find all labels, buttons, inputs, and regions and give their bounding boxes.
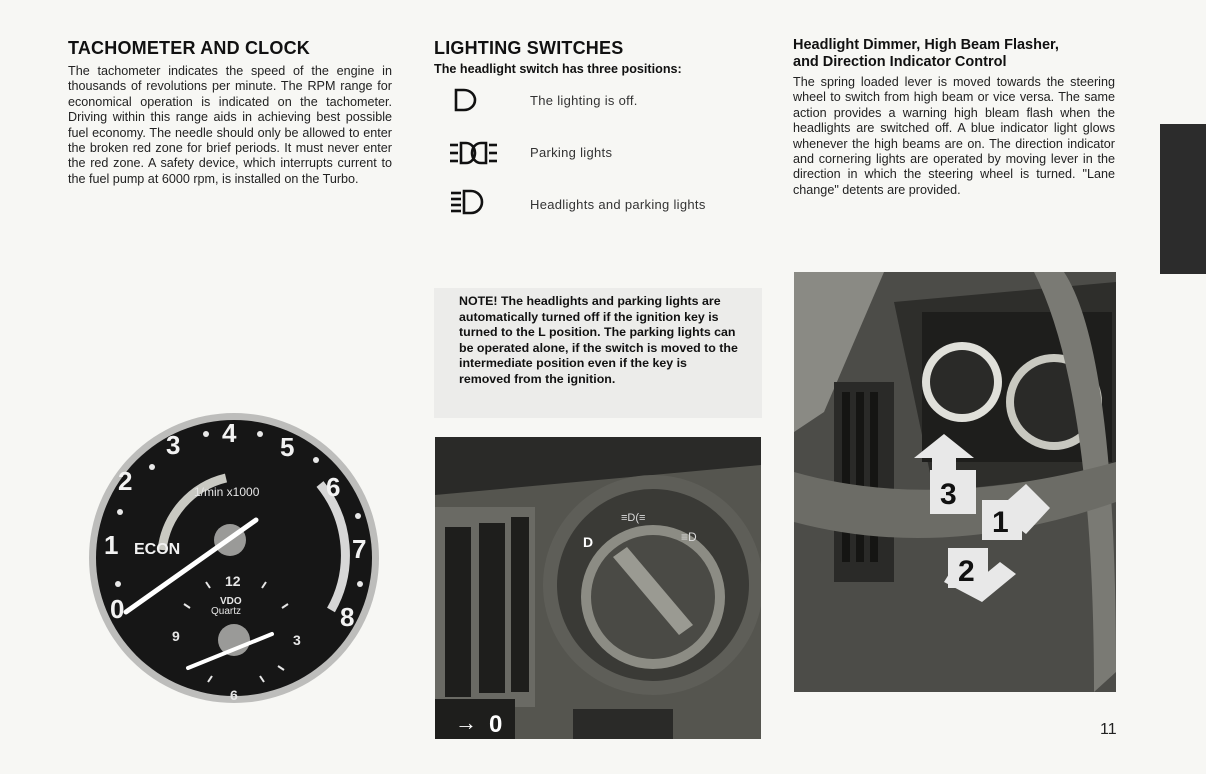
econ-label: ECON <box>134 541 181 558</box>
brand-quartz: Quartz <box>211 606 242 617</box>
rpm-label-1: 1 <box>104 530 119 560</box>
note-text: NOTE! The headlights and parking lights are automatically turned off if the ignition key is turned to the L position. The parking lights can be operated alone, if the switch is moved to the intermediate position even if the key is removed from the ignition. <box>459 294 738 386</box>
tachometer-heading: TACHOMETER AND CLOCK <box>68 38 310 58</box>
clock-label-6: 6 <box>230 687 238 703</box>
svg-text:≡D(≡: ≡D(≡ <box>621 512 646 524</box>
position-parking-label: Parking lights <box>530 145 613 160</box>
rpm-label-5: 5 <box>280 432 295 462</box>
arrow-label-2: 2 <box>958 555 975 588</box>
rpm-label-4: 4 <box>222 418 237 448</box>
clock-label-12: 12 <box>225 573 241 589</box>
note-box <box>434 288 762 418</box>
rpm-label-7: 7 <box>352 534 367 564</box>
unit-label: 1/min x1000 <box>194 485 260 499</box>
svg-text:≡D: ≡D <box>681 530 697 544</box>
position-off-label: The lighting is off. <box>530 93 638 108</box>
svg-text:→: → <box>455 710 477 735</box>
position-headlights-label: Headlights and parking lights <box>530 197 706 212</box>
steering-column-photo <box>794 272 1116 692</box>
dimmer-heading-line1: Headlight Dimmer, High Beam Flasher, <box>793 37 1059 53</box>
headlight-switch-photo <box>435 437 761 739</box>
photo-zero-label: 0 <box>489 711 503 738</box>
page-number: 11 <box>1100 721 1117 738</box>
arrow-label-3: 3 <box>940 478 957 511</box>
rpm-label-2: 2 <box>118 466 133 496</box>
arrow-label-1: 1 <box>992 506 1009 539</box>
tachometer-gauge <box>88 412 380 704</box>
steering-column-illustration <box>794 272 1116 692</box>
headlights-icon <box>449 188 489 218</box>
dimmer-heading-line2: and Direction Indicator Control <box>793 54 1007 70</box>
brand-vdo: VDO <box>220 596 242 607</box>
rpm-label-6: 6 <box>326 472 341 502</box>
rpm-label-3: 3 <box>166 430 181 460</box>
dimmer-body: The spring loaded lever is moved towards the steering wheel to switch from high beam or vice versa. The same action provides a warning high bleam flash when the headlights are switched off. A blue indicator light glows whenever the high beams are on. The direction indicator and cornering lights are operated by moving lever in the direction in which the steering wheel is turned. "Lane change" detents are provided. <box>793 75 1115 197</box>
lighting-subheading: The headlight switch has three positions: <box>434 62 682 76</box>
rpm-label-0: 0 <box>110 594 125 624</box>
tachometer-body: The tachometer indicates the speed of the engine in thousands of revolutions per minute. The RPM range for economical operation is indicated on the tachometer. Driving within this range aids in achieving best possible fuel economy. The needle should only be allowed to enter the broken red zone for brief periods. It must never enter the red zone. A safety device, which interrupts current to the fuel pump at 6000 rpm, is installed on the Turbo. <box>68 64 392 186</box>
lights-off-icon <box>452 87 480 113</box>
svg-text:D: D <box>583 534 594 550</box>
section-tab <box>1160 124 1206 274</box>
headlight-switch-illustration <box>435 437 761 739</box>
rpm-label-8: 8 <box>340 602 355 632</box>
lighting-heading: LIGHTING SWITCHES <box>434 38 624 58</box>
clock-label-9: 9 <box>172 628 180 644</box>
clock-label-3: 3 <box>293 632 301 648</box>
parking-lights-icon <box>448 138 508 168</box>
